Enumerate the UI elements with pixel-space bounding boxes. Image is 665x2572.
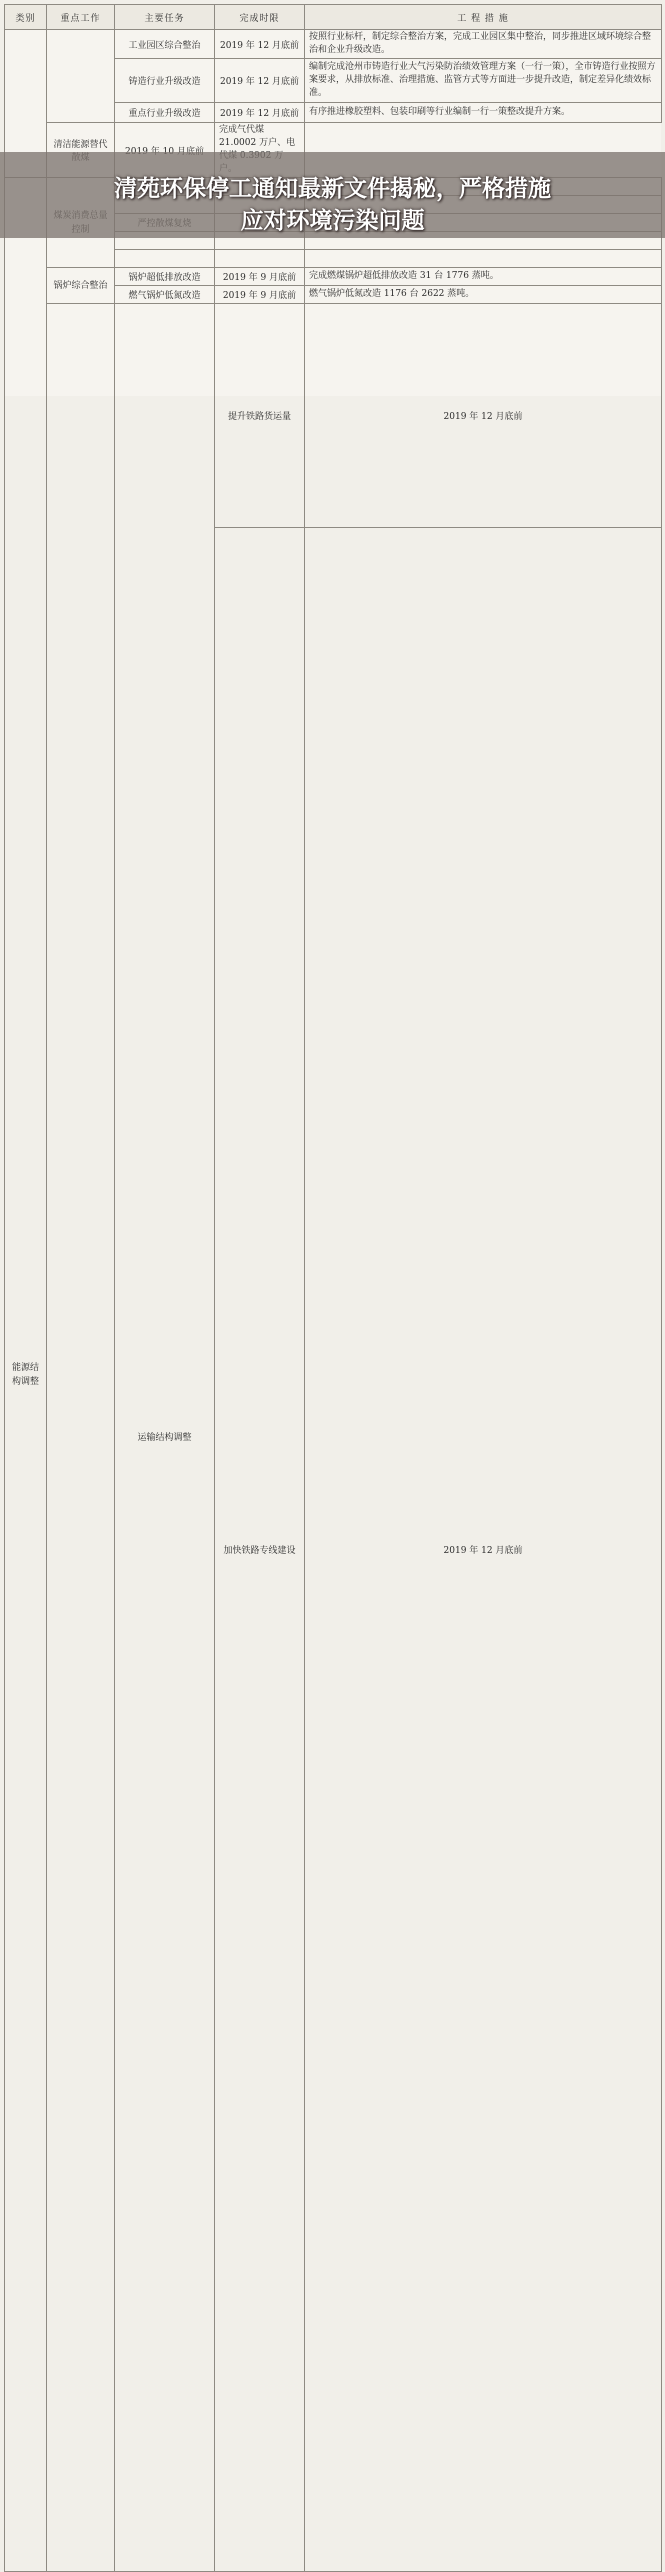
measure-cell: 有序推进橡胶塑料、包装印刷等行业编制一行一策整改提升方案。 [305,103,662,123]
task-cell: 工业园区综合整治 [115,30,215,59]
task-cell: 铸造行业升级改造 [115,59,215,103]
measure-cell: 完成燃煤锅炉超低排放改造 31 台 1776 蒸吨。 [305,268,662,286]
measure-cell [305,250,662,268]
table-row [5,268,662,286]
measure-cell: 完成气代煤 21.0002 万户、电 [215,123,305,178]
headline-line-1: 清苑环保停工通知最新文件揭秘，严格措施 [114,176,551,202]
key-work-boiler: 锅炉综合整治 [47,268,115,304]
task-cell: 清洁能源替代 [47,123,115,178]
deadline-cell: 2019 年 9 月底前 [215,286,305,304]
task-cell: 加快铁路专线建设 [215,528,305,2572]
deadline-cell: 2019 年 12 月底前 [215,103,305,123]
task-cell: 提升铁路货运量 [215,304,305,528]
deadline-cell: 2019 年 12 月底前 [305,304,662,528]
category-cell-lower [47,304,115,2572]
deadline-cell: 2019 年 12 月底前 [305,528,662,2572]
category-energy-structure: 能源结构调整 [5,178,47,2572]
key-work-transport: 运输结构调整 [115,304,215,2572]
measures-table [4,4,662,2572]
key-work-industry [47,30,115,123]
deadline-cell [215,250,305,268]
task-cell [115,250,215,268]
measure-cell: 编制完成沧州市铸造行业大气污染防治绩效管理方案（一行一策），全市铸造行业按照方案要求，从排放标准、治理措施、监管方式等方面进一步提升改造，制定差异化绩效标准。 [305,59,662,103]
header-deadline: 完成时限 [215,5,305,30]
header-measures: 工 程 措 施 [305,5,662,30]
deadline-cell: 2019 年 9 月底前 [215,268,305,286]
task-cell: 重点行业升级改造 [115,103,215,123]
task-cell: 燃气锅炉低氮改造 [115,286,215,304]
table-row [5,304,662,528]
measure-cell: 燃气锅炉低氮改造 1176 台 2622 蒸吨。 [305,286,662,304]
table-row [5,30,662,59]
deadline-cell: 2019 年 12 月底前 [215,30,305,59]
headline-line-2: 应对环境污染问题 [240,208,425,234]
task-cell: 锅炉超低排放改造 [115,268,215,286]
measure-cell: 按照行业标杆，制定综合整治方案，完成工业园区集中整治，同步推进区域环境综合整治和企业升级改造。 [305,30,662,59]
header-key-work: 重点工作 [47,5,115,30]
table-header-row [5,5,662,30]
deadline-cell: 2019 年 12 月底前 [215,59,305,103]
header-category: 类别 [5,5,47,30]
header-main-task: 主要任务 [115,5,215,30]
